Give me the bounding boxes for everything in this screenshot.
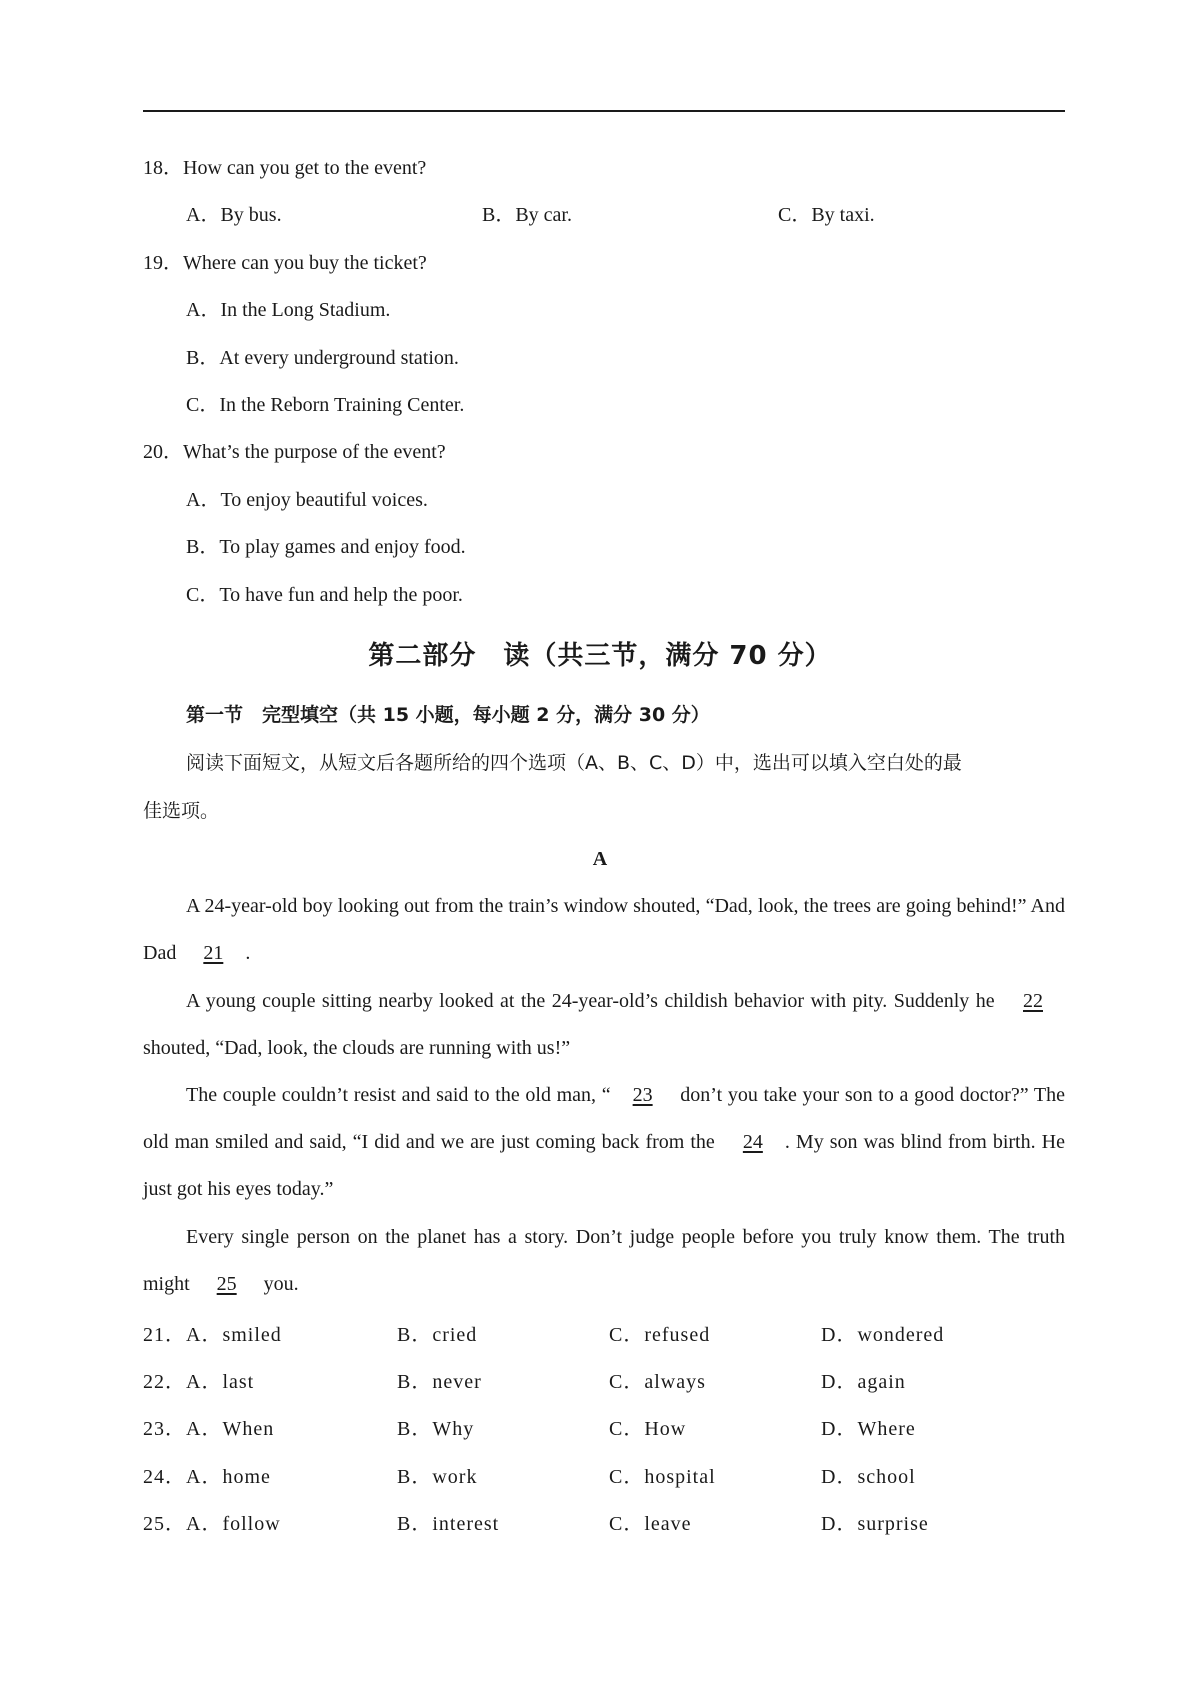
choice-b: B．work xyxy=(397,1466,478,1488)
option-19c: C．In the Reborn Training Center. xyxy=(186,394,465,416)
question-19 xyxy=(143,250,427,276)
paragraph-text: Every single person on the planet has a story. Don’t judge people before you truly know them. The truth might xyxy=(143,1226,1065,1295)
instructions-line-1: 阅读下面短文，从短文后各题所给的四个选项（A、B、C、D）中，选出可以填入空白处的最 xyxy=(186,752,962,774)
question-number: 20． xyxy=(143,441,183,463)
question-text: What’s the purpose of the event? xyxy=(183,441,446,463)
choice-a: A．home xyxy=(186,1466,271,1488)
option-18a: A．By bus. xyxy=(186,204,282,226)
choice-a: A．follow xyxy=(186,1513,281,1535)
instructions-line-2: 佳选项。 xyxy=(143,800,220,822)
choice-b: B．Why xyxy=(397,1418,475,1440)
choice-number: 21． xyxy=(143,1324,186,1346)
choice-a: A．last xyxy=(186,1371,255,1393)
choice-a: A．smiled xyxy=(186,1324,282,1346)
question-text: How can you get to the event? xyxy=(183,157,427,179)
choice-d: D．again xyxy=(821,1371,906,1393)
paragraph-text: you. xyxy=(258,1273,299,1295)
choice-d: D．Where xyxy=(821,1418,916,1440)
option-18b: B．By car. xyxy=(482,204,572,226)
choice-d: D．wondered xyxy=(821,1324,945,1346)
passage-label: A xyxy=(592,848,608,870)
option-20c: C．To have fun and help the poor. xyxy=(186,584,463,606)
question-20 xyxy=(143,439,446,465)
choice-row-24 xyxy=(143,1464,1065,1490)
choice-b: B．cried xyxy=(397,1324,478,1346)
question-number: 19． xyxy=(143,252,183,274)
choice-number: 24． xyxy=(143,1466,186,1488)
choice-c: C．always xyxy=(609,1371,706,1393)
choice-row-25 xyxy=(143,1511,1065,1537)
section-title: 第一节 完型填空（共 15 小题，每小题 2 分，满分 30 分） xyxy=(186,704,710,726)
choice-row-23 xyxy=(143,1416,1065,1442)
choice-b: B．never xyxy=(397,1371,482,1393)
paragraph-text: . My son was blind from birth. He just got his eyes today.” xyxy=(143,1131,1065,1200)
choice-number: 22． xyxy=(143,1371,186,1393)
choice-c: C．refused xyxy=(609,1324,711,1346)
question-text: Where can you buy the ticket? xyxy=(183,252,427,274)
choice-b: B．interest xyxy=(397,1513,500,1535)
part-title: 第二部分 读（共三节，满分 70 分） xyxy=(368,641,832,671)
blank-24: 24 xyxy=(742,1131,763,1153)
paragraph-text: don’t you take your son to a good doctor?” The old man smiled and said, “I did and we are just coming back from the xyxy=(143,1084,1065,1153)
passage-paragraph-4 xyxy=(143,1214,1065,1308)
paragraph-text: . xyxy=(245,942,251,964)
blank-22: 22 xyxy=(1023,990,1043,1012)
passage-paragraph-3 xyxy=(143,1072,1065,1213)
choice-number: 25． xyxy=(143,1513,186,1535)
paragraph-text: shouted, “Dad, look, the clouds are running with us!” xyxy=(143,1037,571,1059)
paragraph-text: A young couple sitting nearby looked at the 24-year-old’s childish behavior with pity. Suddenly he xyxy=(186,990,1001,1012)
option-19b: B．At every underground station. xyxy=(186,347,459,369)
option-20b: B．To play games and enjoy food. xyxy=(186,536,466,558)
question-18 xyxy=(143,155,426,181)
question-number: 18． xyxy=(143,157,183,179)
choice-d: D．school xyxy=(821,1466,916,1488)
paragraph-text: A 24-year-old boy looking out from the train’s window shouted, “Dad, look, the trees are going behind!” And Dad xyxy=(143,895,1065,964)
option-20a: A．To enjoy beautiful voices. xyxy=(186,489,428,511)
choice-c: C．leave xyxy=(609,1513,692,1535)
choice-c: C．How xyxy=(609,1418,687,1440)
choice-row-21 xyxy=(143,1322,1065,1348)
choice-number: 23． xyxy=(143,1418,186,1440)
choice-d: D．surprise xyxy=(821,1513,929,1535)
header-rule xyxy=(143,110,1065,112)
blank-21: 21 xyxy=(203,942,224,964)
choice-row-22 xyxy=(143,1369,1065,1395)
passage-paragraph-2 xyxy=(143,978,1065,1072)
option-19a: A．In the Long Stadium. xyxy=(186,299,391,321)
paragraph-text: The couple couldn’t resist and said to the old man, “ xyxy=(186,1084,611,1106)
choice-c: C．hospital xyxy=(609,1466,716,1488)
blank-25: 25 xyxy=(216,1273,237,1295)
passage-paragraph-1 xyxy=(143,883,1065,977)
choice-a: A．When xyxy=(186,1418,275,1440)
option-18c: C．By taxi. xyxy=(778,204,875,226)
blank-23: 23 xyxy=(632,1084,653,1106)
